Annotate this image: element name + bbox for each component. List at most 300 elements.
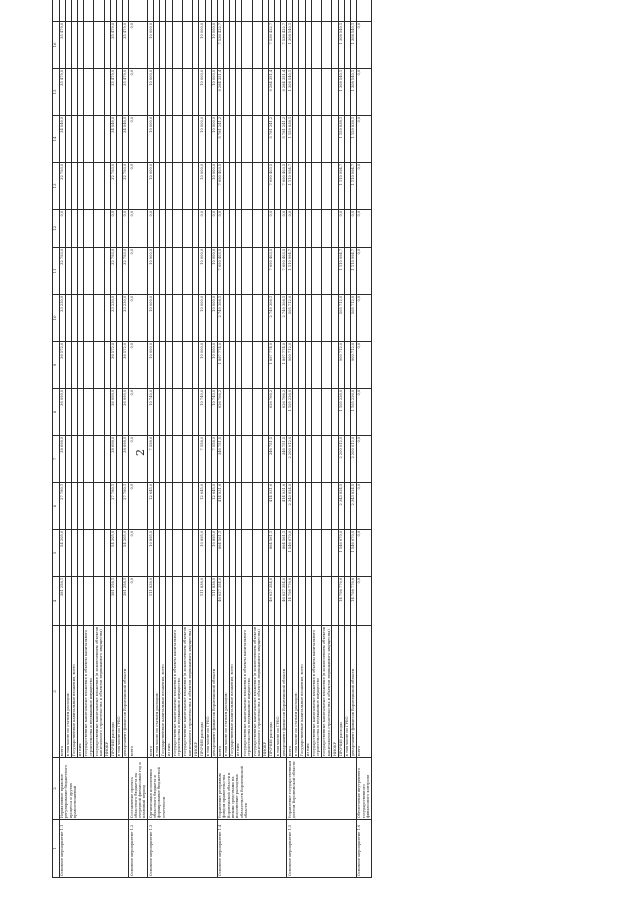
value-cell (83, 342, 93, 389)
value-cell: 414 931,6 (217, 483, 223, 530)
value-cell (311, 210, 321, 248)
value-cell: 7 690 403,5 (281, 163, 287, 210)
value-cell (242, 22, 252, 69)
value-cell: 9 284 351,4 (281, 69, 287, 116)
value-cell: 0,0 (129, 116, 148, 163)
value-cell: 36 099,0 (123, 389, 129, 436)
table-row (287, 0, 293, 878)
column-number-cell: 12 (53, 210, 60, 248)
value-cell (322, 436, 332, 483)
value-cell: 35 479,0 (123, 22, 129, 69)
value-cell: 900 712,0 (287, 342, 293, 389)
value-cell: 0,0 (356, 116, 371, 163)
value-cell: 7 690 403,5 (281, 248, 287, 295)
value-cell (311, 0, 321, 22)
value-cell (172, 163, 182, 210)
column-number-cell: 9 (53, 342, 60, 389)
value-cell: 346 751,5 (269, 436, 275, 483)
value-cell: 0,0 (129, 295, 148, 342)
source-cell: государственные капитальные вложения (в исключением объектов капитального строительства и объектов недвижимого имущества) (94, 626, 104, 757)
value-cell (311, 530, 321, 577)
value-cell: 0,0 (129, 530, 148, 577)
value-cell (94, 69, 104, 116)
value-cell: 0,0 (356, 210, 371, 248)
value-cell: 46 627 354,0 (269, 577, 275, 626)
value-cell: 38 698,0 (59, 436, 65, 483)
value-cell: 1 308 540,1 (350, 69, 356, 116)
table-row (123, 0, 129, 878)
source-cell: из них: (236, 626, 242, 758)
value-cell: 1 159 838,1 (287, 116, 293, 163)
value-cell (252, 163, 262, 210)
value-cell: 10 000,0 (211, 295, 217, 342)
value-cell: 10 895,0 (199, 530, 205, 577)
value-cell (182, 69, 192, 116)
value-cell (83, 389, 93, 436)
value-cell (172, 436, 182, 483)
value-cell: 54 205,0 (110, 530, 116, 577)
value-cell: 626 766,2 (217, 389, 223, 436)
value-cell: 10 740,0 (148, 389, 154, 436)
value-cell: 505 712,0 (287, 295, 293, 342)
value-cell: 34 046,0 (59, 116, 65, 163)
table-row (311, 0, 321, 878)
value-cell (94, 530, 104, 577)
source-cell: всего (129, 626, 148, 758)
value-cell: 10 895,0 (211, 530, 217, 577)
source-cell: НИОКР (104, 626, 110, 758)
value-cell: 414 931,6 (269, 483, 275, 530)
value-cell: 10 000,0 (211, 69, 217, 116)
source-cell: департамент финансов Воронежской области (281, 626, 287, 758)
source-cell: в том числе по ГРБС: (275, 626, 281, 758)
event-cell: Основное мероприятие 1.3 (148, 820, 218, 878)
source-cell: НИОКР (262, 626, 268, 758)
event-cell: Основное мероприятие 1.4 (217, 820, 287, 878)
value-cell (311, 116, 321, 163)
value-cell (83, 22, 93, 69)
value-cell (322, 163, 332, 210)
value-cell (182, 577, 192, 626)
value-cell: 0,0 (129, 248, 148, 295)
value-cell (311, 69, 321, 116)
value-cell: 14 798 776,6 (287, 577, 293, 626)
value-cell: 33 230,0 (110, 295, 116, 342)
source-cell: из них: (77, 626, 83, 758)
value-cell (172, 295, 182, 342)
value-cell (172, 0, 182, 22)
source-cell: в том числе по ГРБС: (344, 626, 350, 758)
value-cell (182, 163, 192, 210)
value-cell (242, 116, 252, 163)
value-cell: 626 766,2 (269, 389, 275, 436)
value-cell (182, 342, 192, 389)
value-cell: 1 546 670,0 (287, 530, 293, 577)
value-cell (129, 0, 148, 22)
value-cell: 38 698,0 (123, 436, 129, 483)
value-cell: 1 308 540,1 (338, 22, 344, 69)
value-cell: 46 627 354,0 (217, 577, 223, 626)
value-cell (83, 577, 93, 626)
event-cell: Основное мероприятие 1.5 (287, 820, 357, 878)
value-cell (83, 248, 93, 295)
value-cell: 864 561,1 (217, 530, 223, 577)
value-cell (252, 248, 262, 295)
source-cell: государственные капитальные вложения в объекты капитального строительства и недвижимое имущество (311, 626, 321, 758)
value-cell: 0,0 (356, 295, 371, 342)
column-number-row (53, 0, 60, 878)
value-cell: 54 205,0 (59, 530, 65, 577)
value-cell: 7 690 403,5 (269, 163, 275, 210)
value-cell: 32 793,0 (123, 248, 129, 295)
value-cell: 0,0 (129, 22, 148, 69)
value-cell: 10 000,0 (199, 22, 205, 69)
value-cell: 2 749 308,1 (217, 295, 223, 342)
value-cell: 35 479,0 (110, 22, 116, 69)
value-cell (94, 163, 104, 210)
value-cell: 32 793,0 (123, 163, 129, 210)
table-row (83, 0, 93, 878)
value-cell: 1 105 226,0 (287, 389, 293, 436)
source-cell: ПРОЧИЕ расходы (338, 626, 344, 758)
value-cell (252, 342, 262, 389)
value-cell: 0,0 (356, 483, 371, 530)
value-cell (311, 436, 321, 483)
value-cell (322, 577, 332, 626)
table-row (59, 0, 65, 878)
value-cell: 1 308 540,1 (350, 22, 356, 69)
value-cell: 900 712,0 (350, 342, 356, 389)
value-cell: 0,0 (129, 577, 148, 626)
value-cell: 1 110 994,7 (287, 248, 293, 295)
page-number: 2 (134, 449, 147, 456)
source-cell: в том числе по статьям расходов: (154, 626, 160, 758)
table-row (172, 0, 182, 878)
value-cell: 0,0 (356, 22, 371, 69)
value-cell: 36 572,0 (110, 342, 116, 389)
source-cell: государственные капитальные вложения (в исключением объектов капитального строительства и объектов недвижимого имущества) (252, 626, 262, 757)
value-cell: 10 000,0 (211, 248, 217, 295)
table-row (211, 0, 217, 878)
value-cell (94, 389, 104, 436)
value-cell: 10 000,0 (148, 342, 154, 389)
value-cell: 10 000,0 (211, 116, 217, 163)
source-cell: государственные капитальные вложения (в исключением объектов капитального строительства и объектов недвижимого имущества) (183, 626, 192, 757)
value-cell: 12 645,0 (211, 483, 217, 530)
column-number-cell: 8 (53, 389, 60, 436)
value-cell (322, 210, 332, 248)
value-cell: 1 105 226,0 (338, 389, 344, 436)
value-cell: 36 572,0 (59, 342, 65, 389)
value-cell (322, 530, 332, 577)
value-cell: 27 780,1 (59, 483, 65, 530)
value-cell: 1 897 774,0 (217, 342, 223, 389)
value-cell (252, 69, 262, 116)
value-cell: 34 046,0 (110, 116, 116, 163)
value-cell (242, 483, 252, 530)
value-cell: 0,0 (356, 248, 371, 295)
value-cell (252, 22, 262, 69)
value-cell: 0,0 (269, 210, 275, 248)
source-cell: в том числе по статьям расходов: (293, 626, 299, 758)
value-cell (172, 483, 182, 530)
source-cell: государственные капитальные вложения в объекты капитального строительства и недвижимое имущество (242, 626, 252, 758)
source-cell: департамент финансов Воронежской области (123, 626, 129, 758)
value-cell (322, 342, 332, 389)
value-cell (242, 577, 252, 626)
value-cell (252, 295, 262, 342)
value-cell: 0,0 (129, 483, 148, 530)
table-row (269, 0, 275, 878)
value-cell: 111 838,0 (211, 577, 217, 626)
value-cell (182, 530, 192, 577)
value-cell: 35 479,0 (123, 69, 129, 116)
value-cell (242, 210, 252, 248)
value-cell: 10 000,0 (148, 116, 154, 163)
value-cell (172, 577, 182, 626)
value-cell: 505 712,0 (338, 295, 344, 342)
value-cell (94, 22, 104, 69)
value-cell (252, 530, 262, 577)
table-row (129, 0, 148, 878)
column-number-cell: 13 (53, 163, 60, 210)
value-cell (311, 389, 321, 436)
value-cell: 10 000,0 (199, 342, 205, 389)
event-name-cell: Организация исполнения областного бюджета и формирование бюджетной отчетности (148, 758, 218, 820)
event-name-cell: Нормативное правовое регулирование бюджетного процесса и других правоотношений (59, 758, 129, 820)
value-cell: 0,0 (59, 210, 65, 248)
value-cell: 10 000,0 (148, 248, 154, 295)
column-number-cell: 11 (53, 248, 60, 295)
value-cell: 2 343 824,5 (350, 483, 356, 530)
column-number-cell: 7 (53, 436, 60, 483)
value-cell: 0,0 (199, 210, 205, 248)
value-cell (94, 483, 104, 530)
source-cell: НИОКР (332, 626, 338, 758)
value-cell (252, 210, 262, 248)
value-cell: 381 258,1 (123, 577, 129, 626)
value-cell (83, 295, 93, 342)
value-cell: 33 230,0 (123, 295, 129, 342)
value-cell: 0,0 (356, 577, 371, 626)
value-cell (182, 210, 192, 248)
table-row (356, 0, 371, 878)
value-cell (322, 116, 332, 163)
value-cell: 1 308 540,1 (287, 22, 293, 69)
value-cell (311, 295, 321, 342)
value-cell (94, 342, 104, 389)
source-cell: Государственные капитальные вложения, всего (71, 626, 77, 758)
value-cell: 1 308 540,1 (338, 69, 344, 116)
rotated-table-wrapper (52, 0, 629, 878)
value-cell (94, 116, 104, 163)
value-cell: 0,0 (129, 436, 148, 483)
value-cell: 0,0 (356, 389, 371, 436)
value-cell (311, 577, 321, 626)
value-cell: 0,0 (356, 342, 371, 389)
value-cell: 1 110 994,7 (350, 248, 356, 295)
value-cell: 7 690 403,5 (269, 248, 275, 295)
value-cell: 46 627 354,0 (281, 577, 287, 626)
value-cell (182, 483, 192, 530)
event-name-cell: Обеспечение внутреннего государственного финансового контроля (356, 758, 371, 820)
source-cell: из них: (305, 626, 311, 758)
value-cell: 12 645,0 (148, 483, 154, 530)
source-cell: всего (217, 626, 223, 758)
column-number-cell: 6 (53, 483, 60, 530)
value-cell: 33 230,0 (59, 295, 65, 342)
value-cell: 0,0 (129, 69, 148, 116)
table-row (199, 0, 205, 878)
column-number-cell: 14 (53, 116, 60, 163)
value-cell: 10 740,0 (211, 389, 217, 436)
value-cell: 54 205,0 (123, 530, 129, 577)
value-cell (83, 163, 93, 210)
value-cell (242, 0, 252, 22)
value-cell: 38 698,0 (110, 436, 116, 483)
value-cell: 0,0 (287, 210, 293, 248)
value-cell: 346 751,5 (217, 436, 223, 483)
source-cell: департамент финансов Воронежской области (350, 626, 356, 758)
value-cell: 35 479,0 (59, 69, 65, 116)
value-cell: 0,0 (356, 163, 371, 210)
event-cell: Основное мероприятие 1.1 (59, 820, 129, 878)
value-cell: 864 561,1 (269, 530, 275, 577)
value-cell: 0,0 (356, 530, 371, 577)
source-cell: Государственные капитальные вложения, всего (299, 626, 305, 758)
value-cell (252, 0, 262, 22)
column-number-cell: 10 (53, 295, 60, 342)
value-cell (242, 389, 252, 436)
value-cell: 36 099,0 (59, 389, 65, 436)
value-cell (182, 0, 192, 22)
value-cell (311, 248, 321, 295)
value-cell: 10 000,0 (211, 342, 217, 389)
value-cell (311, 163, 321, 210)
value-cell: 2 749 308,1 (269, 295, 275, 342)
value-cell: 111 838,0 (148, 577, 154, 626)
value-cell (242, 342, 252, 389)
budget-table (52, 0, 372, 878)
value-cell (172, 22, 182, 69)
value-cell: 10 000,0 (148, 163, 154, 210)
value-cell (172, 116, 182, 163)
value-cell: 10 000,0 (199, 69, 205, 116)
value-cell: 7 558,0 (148, 436, 154, 483)
source-cell: департамент финансов Воронежской области (211, 626, 217, 758)
value-cell: 7 536 422,7 (281, 22, 287, 69)
value-cell (94, 210, 104, 248)
value-cell: 2 343 824,5 (287, 483, 293, 530)
value-cell: 10 000,0 (211, 22, 217, 69)
value-cell (322, 22, 332, 69)
value-cell: 346 751,5 (281, 436, 287, 483)
table-row (182, 0, 192, 878)
event-cell: Основное мероприятие 1.2 (129, 820, 148, 878)
event-cell: Основное мероприятие 1.6 (356, 820, 371, 878)
value-cell (252, 389, 262, 436)
value-cell: 505 712,0 (350, 295, 356, 342)
value-cell: 12 645,0 (199, 483, 205, 530)
value-cell: 36 572,0 (123, 342, 129, 389)
value-cell: 0,0 (148, 210, 154, 248)
value-cell: 2 200 012,0 (350, 436, 356, 483)
value-cell (172, 389, 182, 436)
value-cell (356, 0, 371, 22)
value-cell: 0,0 (217, 210, 223, 248)
event-name-cell: Управление резервным фондом правительства Воронежской области и иными средствами на исполнение расходных обязательств Воронежской области (217, 758, 287, 820)
document-page (52, 0, 640, 901)
value-cell: 32 793,0 (110, 163, 116, 210)
column-number-cell: 16 (53, 22, 60, 69)
value-cell (311, 342, 321, 389)
value-cell: 1 308 540,1 (287, 69, 293, 116)
value-cell: 35 479,0 (59, 22, 65, 69)
column-number-cell: 5 (53, 530, 60, 577)
value-cell (94, 248, 104, 295)
value-cell (172, 342, 182, 389)
value-cell (83, 0, 93, 22)
value-cell: 14 798 776,6 (350, 577, 356, 626)
value-cell: 1 159 838,1 (350, 116, 356, 163)
value-cell: 32 793,0 (59, 163, 65, 210)
value-cell (322, 483, 332, 530)
value-cell: 27 780,1 (123, 483, 129, 530)
value-cell (311, 22, 321, 69)
value-cell (94, 436, 104, 483)
value-cell: 7 690 403,5 (217, 163, 223, 210)
value-cell: 0,0 (211, 210, 217, 248)
value-cell: 10 000,0 (199, 163, 205, 210)
source-cell: ПРОЧИЕ расходы (110, 626, 116, 758)
value-cell: 1 105 226,0 (350, 389, 356, 436)
event-name-cell: Управление государственным долгом Воронежской области (287, 758, 357, 820)
value-cell: 34 046,0 (123, 116, 129, 163)
value-cell: 0,0 (356, 69, 371, 116)
table-row (148, 0, 154, 878)
value-cell: 1 110 994,7 (338, 248, 344, 295)
value-cell: 5 781 241,2 (281, 116, 287, 163)
value-cell (83, 210, 93, 248)
value-cell: 7 558,0 (199, 436, 205, 483)
source-cell: государственные капитальные вложения в объекты капитального строительства и недвижимое имущество (83, 626, 93, 758)
value-cell: 0,0 (281, 210, 287, 248)
value-cell: 0,0 (129, 342, 148, 389)
source-cell: всего (59, 626, 65, 758)
value-cell: 1 159 838,1 (338, 116, 344, 163)
value-cell (242, 295, 252, 342)
source-cell: ПРОЧИЕ расходы (199, 626, 205, 758)
value-cell: 1 546 670,0 (350, 530, 356, 577)
source-cell: всего (148, 626, 154, 758)
source-cell: Государственные капитальные вложения, всего (160, 626, 166, 758)
table-row (350, 0, 356, 878)
value-cell (242, 530, 252, 577)
table-row (322, 0, 332, 878)
value-cell: 2 200 012,0 (287, 436, 293, 483)
value-cell: 10 740,0 (199, 389, 205, 436)
source-cell: всего (287, 626, 293, 758)
value-cell: 2 343 824,5 (338, 483, 344, 530)
value-cell (252, 116, 262, 163)
value-cell: 2 200 012,0 (338, 436, 344, 483)
value-cell (252, 436, 262, 483)
value-cell (311, 483, 321, 530)
value-cell: 10 895,0 (148, 530, 154, 577)
value-cell: 9 284 351,4 (269, 69, 275, 116)
value-cell: 5 781 241,2 (269, 116, 275, 163)
value-cell (242, 163, 252, 210)
